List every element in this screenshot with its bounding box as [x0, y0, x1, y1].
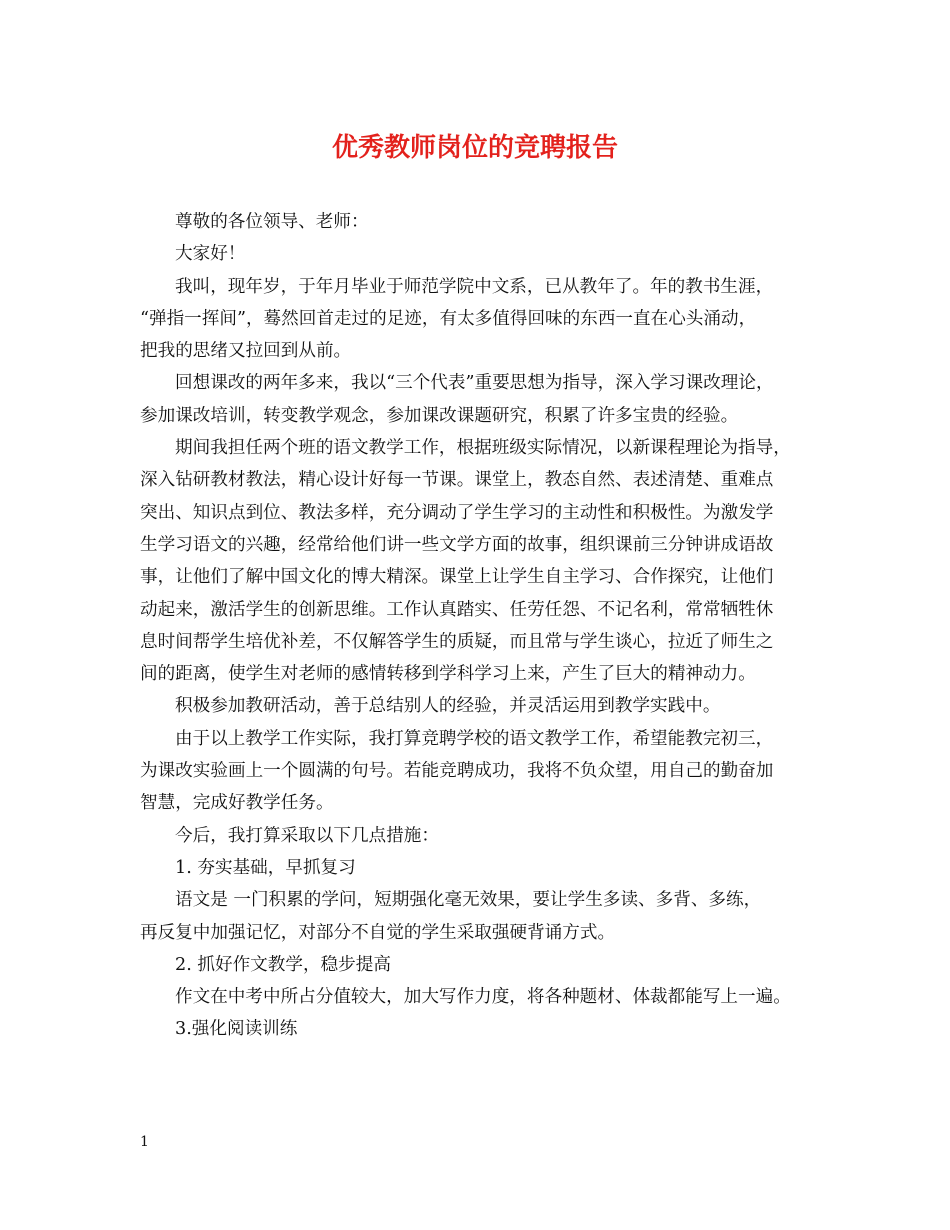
body-line: 我叫，现年岁，于年月毕业于师范学院中文系，已从教年了。年的教书生涯， — [175, 276, 774, 297]
body-line: 生学习语文的兴趣，经常给他们讲一些文学方面的故事，组织课前三分钟讲成语故 — [140, 534, 774, 555]
body-line: 间的距离，使学生对老师的感情转移到学科学习上来，产生了巨大的精神动力。 — [140, 664, 756, 685]
body-line: 2. 抓好作文教学，稳步提高 — [175, 954, 391, 975]
body-line: 积极参加教研活动，善于总结别人的经验，并灵活运用到教学实践中。 — [175, 696, 721, 717]
body-line: 语文是 一门积累的学问，短期强化毫无效果，要让学生多读、多背、多练， — [175, 890, 762, 911]
body-line: 尊敬的各位领导、老师： — [175, 212, 369, 232]
body-line: 智慧，完成好教学任务。 — [140, 793, 334, 814]
body-line: 动起来，激活学生的创新思维。工作认真踏实、任劳任怨、不记名利，常常牺牲休 — [140, 599, 774, 620]
body-line: 息时间帮学生培优补差，不仅解答学生的质疑，而且常与学生谈心，拉近了师生之 — [140, 631, 774, 652]
page-number: 1 — [140, 1134, 149, 1150]
body-line: 深入钻研教材教法，精心设计好每一节课。课堂上，教态自然、表述清楚、重难点 — [140, 470, 774, 491]
body-line: 作文在中考中所占分值较大，加大写作力度，将各种题材、体裁都能写上一遍。 — [175, 987, 791, 1008]
body-line: “弹指一挥间”，蓦然回首走过的足迹，有太多值得回味的东西一直在心头涌动， — [140, 308, 757, 329]
body-line: 把我的思绪又拉回到从前。 — [140, 341, 352, 362]
body-line: 突出、知识点到位、教法多样，充分调动了学生学习的主动性和积极性。为激发学 — [140, 502, 774, 523]
body-line: 回想课改的两年多来，我以“三个代表”重要思想为指导，深入学习课改理论， — [175, 373, 774, 394]
body-line: 再反复中加强记忆，对部分不自觉的学生采取强硬背诵方式。 — [140, 922, 616, 943]
body-line: 大家好！ — [175, 244, 246, 265]
body-line: 由于以上教学工作实际，我打算竞聘学校的语文教学工作，希望能教完初三， — [175, 728, 774, 749]
body-line: 今后，我打算采取以下几点措施： — [175, 825, 439, 846]
document-title: 优秀教师岗位的竞聘报告 — [331, 133, 618, 163]
body-line: 参加课改培训，转变教学观念，参加课改课题研究，积累了许多宝贵的经验。 — [140, 405, 739, 426]
body-line: 1. 夯实基础，早抓复习 — [175, 857, 356, 878]
body-line: 为课改实验画上一个圆满的句号。若能竞聘成功，我将不负众望，用自己的勤奋加 — [140, 761, 774, 782]
body-line: 3.强化阅读训练 — [175, 1019, 298, 1040]
body-line: 期间我担任两个班的语文教学工作，根据班级实际情况，以新课程理论为指导， — [175, 438, 791, 459]
body-line: 事，让他们了解中国文化的博大精深。课堂上让学生自主学习、合作探究，让他们 — [140, 567, 774, 588]
document-body — [140, 206, 830, 1046]
